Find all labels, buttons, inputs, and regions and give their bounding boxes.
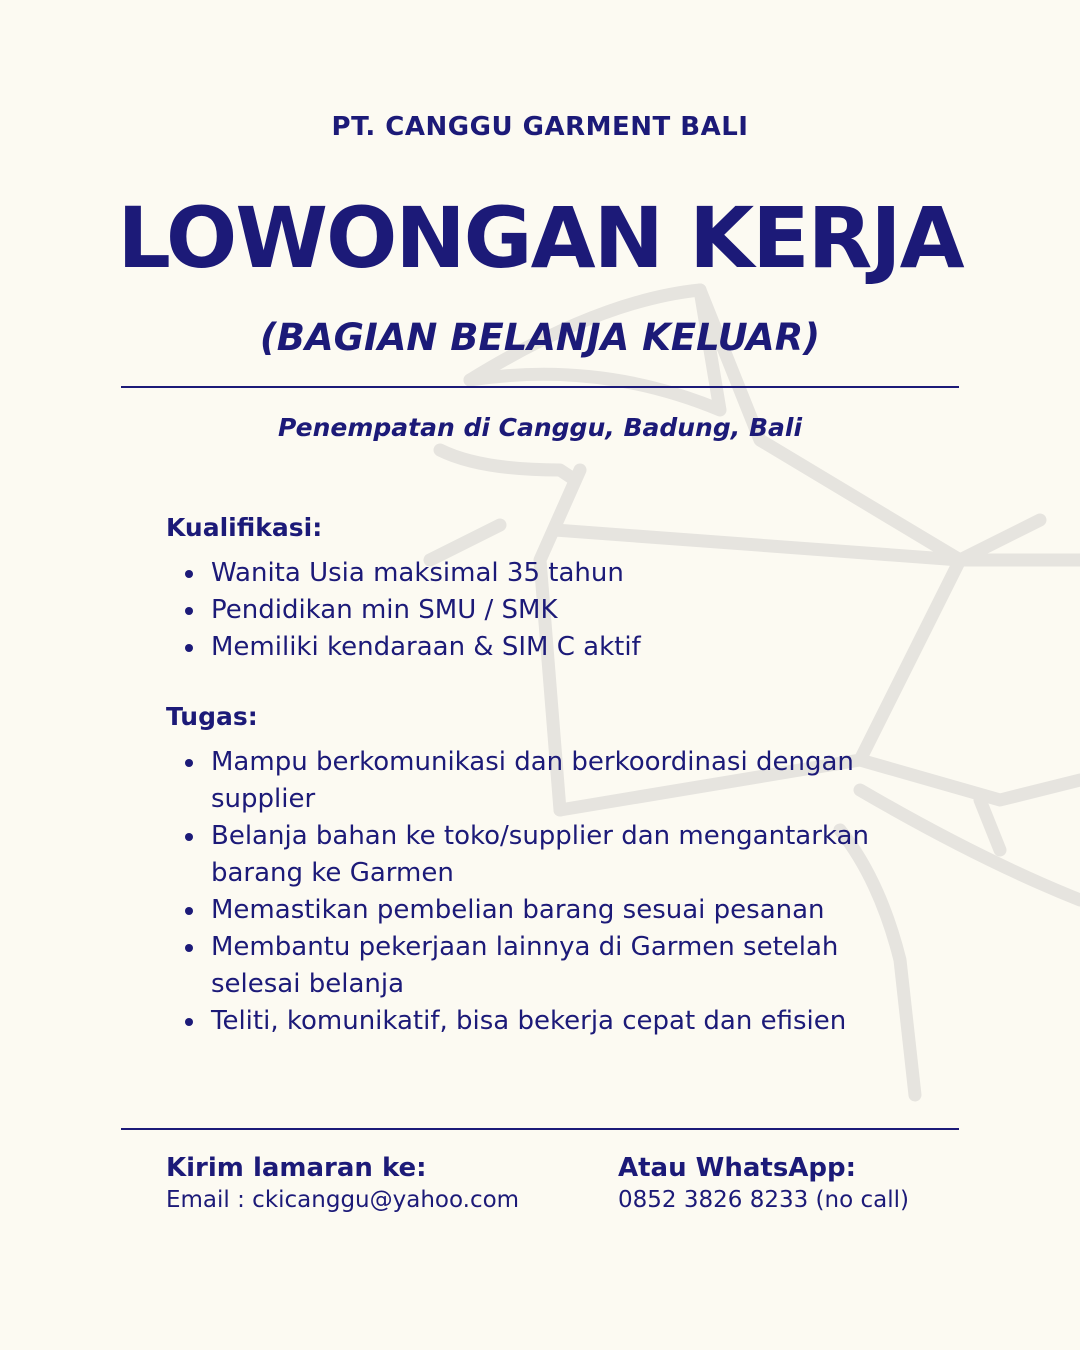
qualifications-list (166, 555, 906, 666)
duty-text: Teliti, komunikatif, bisa bekerja cepat dan efisien (211, 1006, 847, 1036)
email-label: Kirim lamaran ke: (166, 1153, 427, 1183)
list-item (166, 629, 906, 666)
duty-text: Memastikan pembelian barang sesuai pesanan (211, 895, 825, 925)
bullet-icon (185, 570, 193, 578)
whatsapp-contact (618, 1151, 909, 1215)
duty-text: Belanja bahan ke toko/supplier dan mengantarkan barang ke Garmen (211, 821, 869, 888)
list-item (166, 892, 906, 929)
list-item (166, 555, 906, 592)
list-item (166, 929, 906, 1003)
divider-bottom (121, 1128, 959, 1130)
email-address: Email : ckicanggu@yahoo.com (166, 1187, 520, 1213)
bullet-icon (185, 759, 193, 767)
duties-list (166, 744, 906, 1040)
bullet-icon (185, 607, 193, 615)
list-item (166, 592, 906, 629)
qualification-text: Memiliki kendaraan & SIM C aktif (211, 632, 641, 662)
list-item (166, 744, 906, 818)
list-item (166, 818, 906, 892)
duty-text: Mampu berkomunikasi dan berkoordinasi dengan supplier (211, 747, 854, 814)
whatsapp-label: Atau WhatsApp: (618, 1153, 857, 1183)
company-name: PT. CANGGU GARMENT BALI (331, 112, 749, 142)
bullet-icon (185, 907, 193, 915)
qualification-text: Pendidikan min SMU / SMK (211, 595, 558, 625)
whatsapp-number: 0852 3826 8233 (no call) (618, 1187, 909, 1213)
qualifications-heading: Kualifikasi: (166, 513, 323, 542)
page-title: LOWONGAN KERJA (117, 189, 963, 287)
position-subtitle: (BAGIAN BELANJA KELUAR) (259, 316, 821, 359)
bullet-icon (185, 944, 193, 952)
divider-top (121, 386, 959, 388)
bullet-icon (185, 833, 193, 841)
duty-text: Membantu pekerjaan lainnya di Garmen setelah selesai belanja (211, 932, 839, 999)
job-location: Penempatan di Canggu, Badung, Bali (277, 413, 803, 442)
qualification-text: Wanita Usia maksimal 35 tahun (211, 558, 624, 588)
bullet-icon (185, 644, 193, 652)
list-item (166, 1003, 906, 1040)
email-contact (166, 1151, 519, 1215)
duties-heading: Tugas: (166, 702, 258, 731)
bullet-icon (185, 1018, 193, 1026)
